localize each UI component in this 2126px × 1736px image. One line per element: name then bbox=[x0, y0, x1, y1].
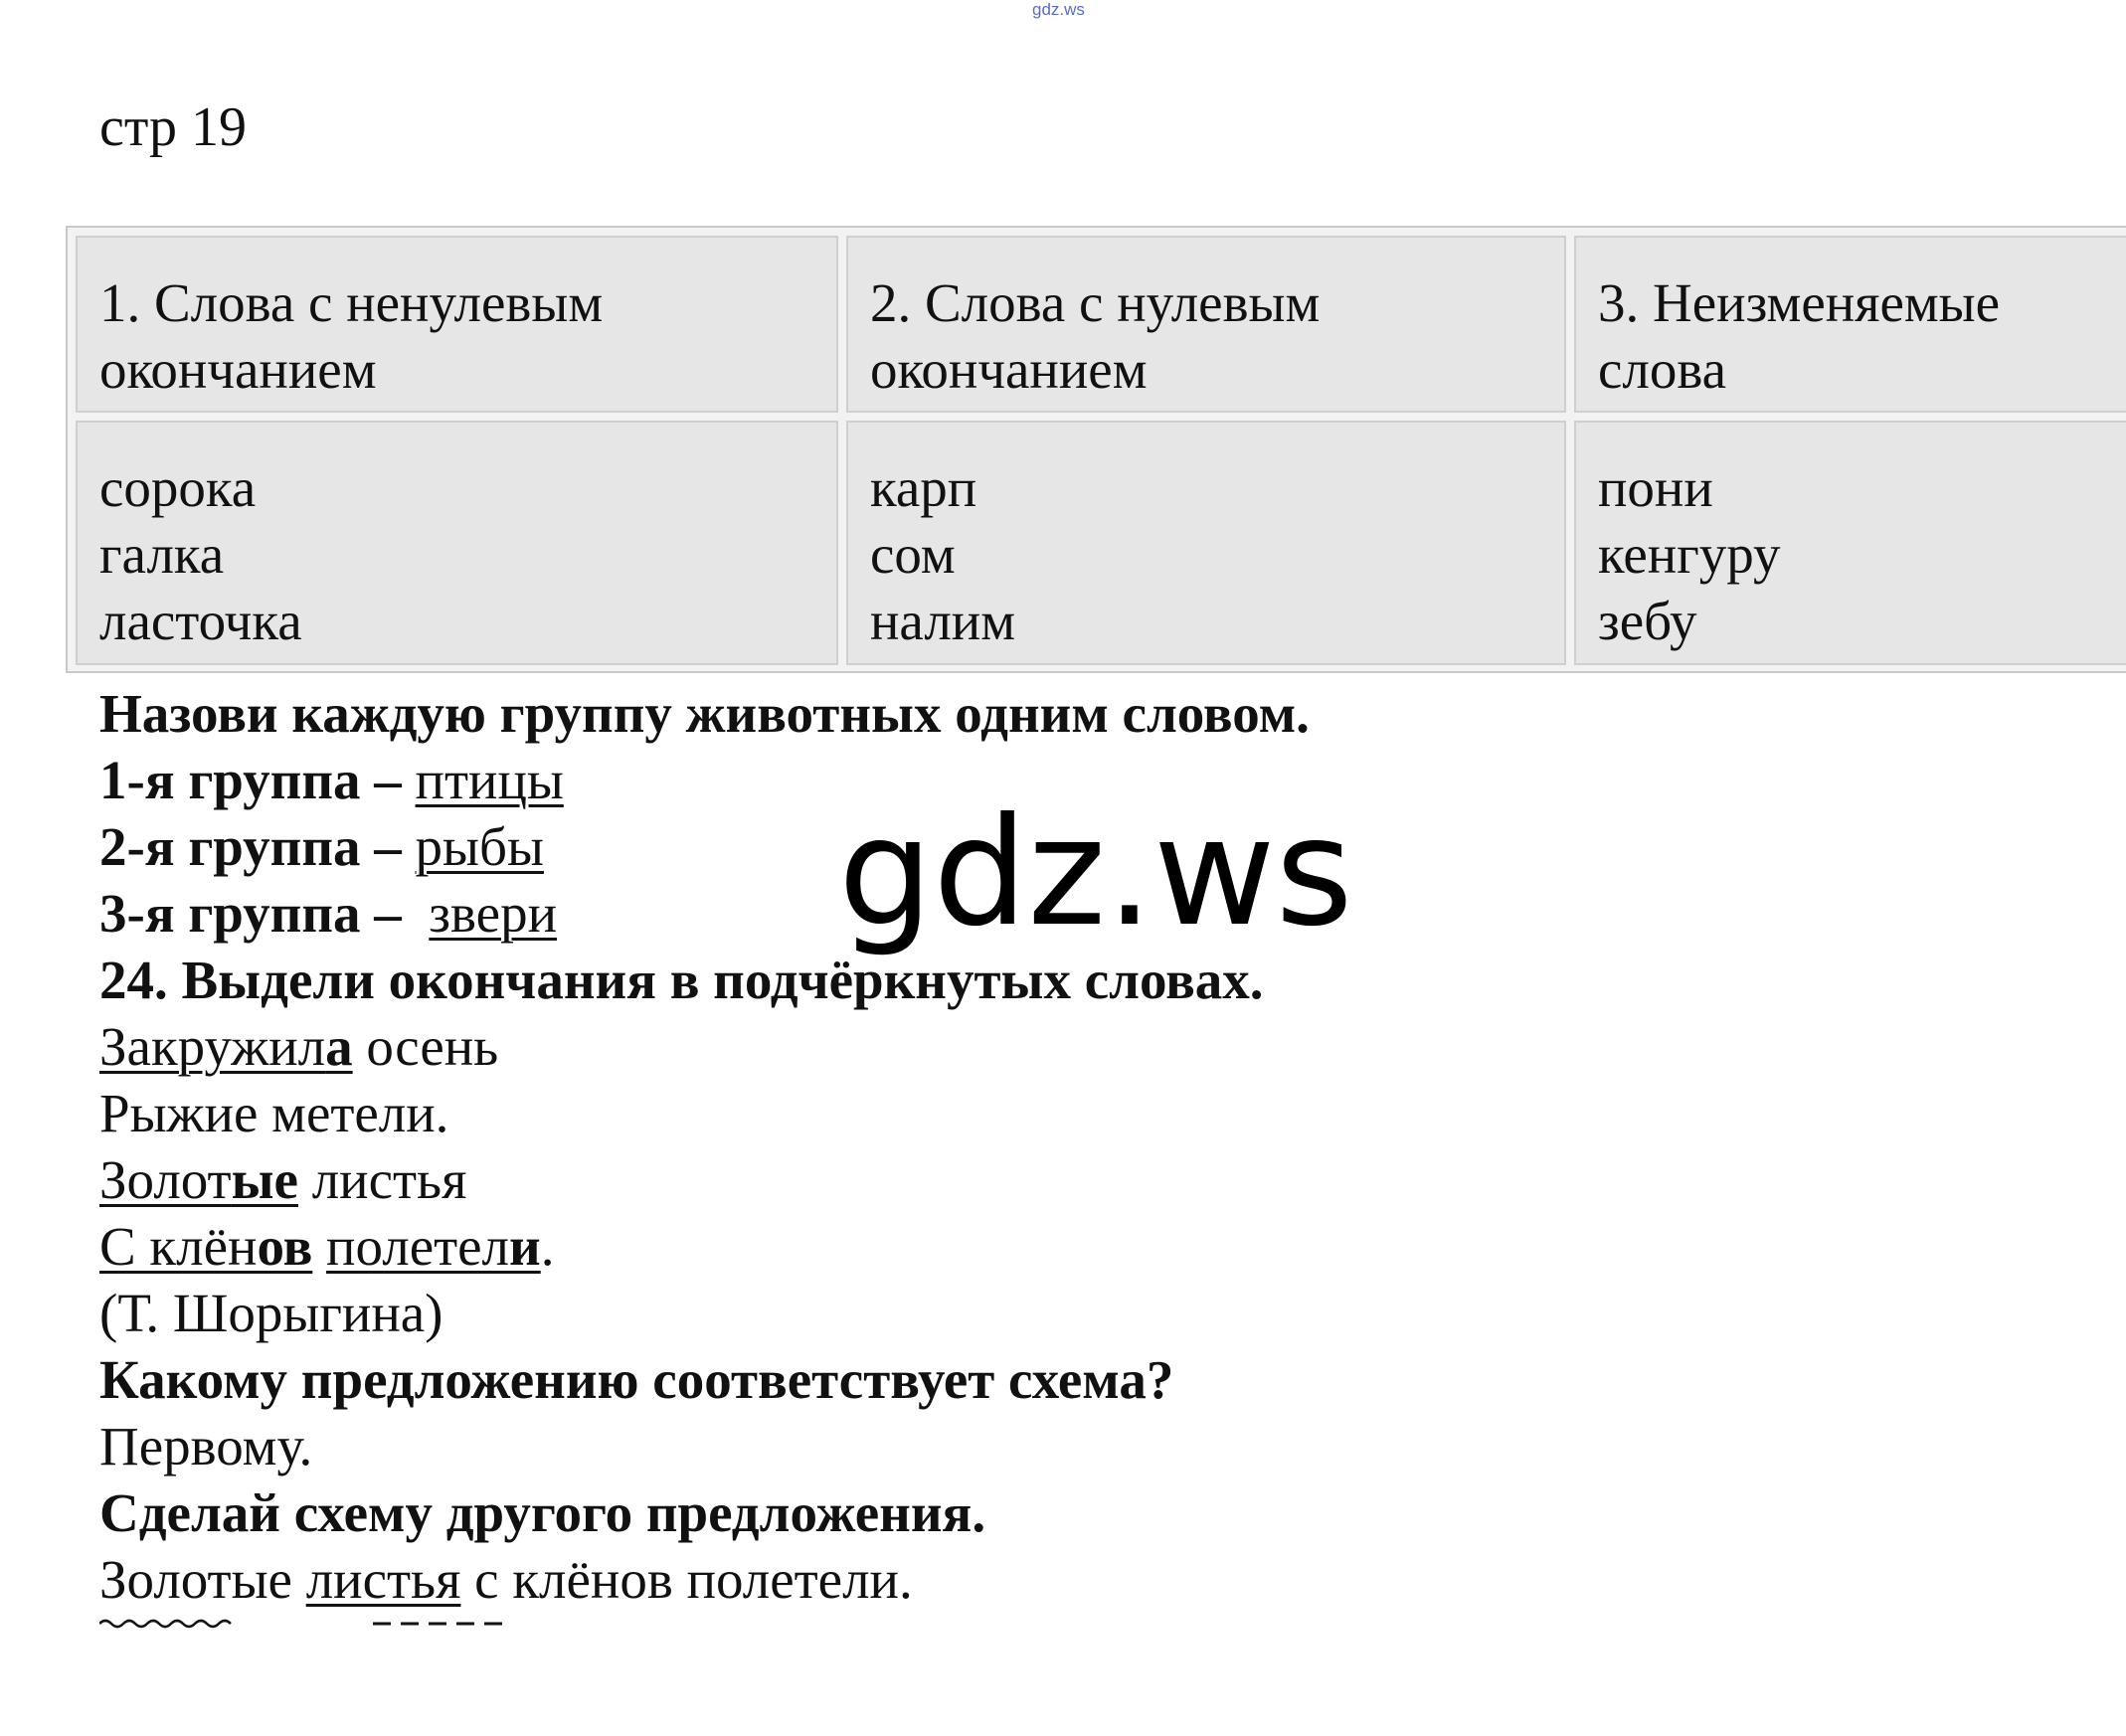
underlined-word bbox=[99, 1216, 312, 1277]
space bbox=[312, 1216, 326, 1277]
word-3-3: зебу bbox=[1598, 591, 1697, 651]
group-2-label: 2-я группа – bbox=[99, 816, 416, 877]
word-ending: ов bbox=[257, 1216, 313, 1277]
source-watermark: gdz.ws bbox=[1032, 0, 1085, 19]
group-2-answer: рыбы bbox=[415, 816, 544, 877]
poem-text: осень bbox=[352, 1016, 499, 1077]
header-1-line-1: 1. Слова с ненулевым bbox=[99, 272, 604, 333]
sentence-part: Золотые bbox=[99, 1549, 306, 1610]
word-3-2: кенгуру bbox=[1598, 524, 1781, 585]
word-ending: ые bbox=[231, 1149, 298, 1210]
word-ending: а bbox=[325, 1016, 353, 1077]
poem-text: листья bbox=[297, 1149, 467, 1210]
table-header-3 bbox=[1574, 236, 2126, 413]
word-stem: С клён bbox=[99, 1216, 258, 1277]
watermark-logo: gdz.ws bbox=[838, 786, 1353, 959]
word-ending: и bbox=[509, 1216, 541, 1277]
scheme-sentence bbox=[99, 1546, 1310, 1613]
underlined-word bbox=[326, 1216, 541, 1277]
scheme-question: Какому предложению соответствует схема? bbox=[99, 1349, 1174, 1410]
word-stem: Золот bbox=[99, 1149, 232, 1210]
table-cell-col-3 bbox=[1574, 421, 2126, 665]
underlined-word bbox=[99, 1149, 298, 1210]
group-1-label: 1-я группа – bbox=[99, 750, 416, 810]
poem-author: (Т. Шорыгина) bbox=[99, 1283, 443, 1343]
word-1-1: сорока bbox=[99, 457, 257, 518]
group-1-answer: птицы bbox=[415, 750, 564, 810]
header-3-line-2: слова bbox=[1598, 339, 1727, 400]
word-stem: полетел bbox=[326, 1216, 510, 1277]
header-2-line-1: 2. Слова с нулевым bbox=[870, 272, 1321, 333]
table-cell-col-1 bbox=[76, 421, 838, 665]
endings-table bbox=[66, 226, 2126, 673]
word-stem: Закружил bbox=[99, 1016, 326, 1077]
poem-line-2: Рыжие метели. bbox=[99, 1083, 449, 1143]
poem-period: . bbox=[540, 1216, 555, 1277]
table-cell-col-2 bbox=[846, 421, 1566, 665]
word-1-2: галка bbox=[99, 524, 225, 585]
sentence-scheme-marks bbox=[99, 1609, 517, 1639]
header-1-line-2: окончанием bbox=[99, 339, 377, 400]
word-2-3: налим bbox=[870, 591, 1016, 651]
header-2-line-2: окончанием bbox=[870, 339, 1148, 400]
page-number: стр 19 bbox=[99, 96, 248, 158]
header-3-line-1: 3. Неизменяемые bbox=[1598, 272, 2001, 333]
wavy-underline bbox=[99, 1621, 231, 1627]
word-2-2: сом bbox=[870, 524, 956, 585]
table-header-1 bbox=[76, 236, 838, 413]
poem-line-4 bbox=[99, 1213, 1310, 1280]
group-3-answer: звери bbox=[429, 883, 558, 944]
underlined-word bbox=[99, 1016, 353, 1077]
poem-line-3 bbox=[99, 1146, 1310, 1213]
poem-line-1 bbox=[99, 1013, 1310, 1080]
word-3-1: пони bbox=[1598, 457, 1713, 518]
scheme-answer: Первому. bbox=[99, 1416, 313, 1476]
table-header-2 bbox=[846, 236, 1566, 413]
sentence-part: с клёнов полетели. bbox=[460, 1549, 913, 1610]
word-2-1: карп bbox=[870, 457, 977, 518]
word-1-3: ласточка bbox=[99, 591, 302, 651]
group-question: Назови каждую группу животных одним словом. bbox=[99, 683, 1310, 744]
task-24-title: 24. Выдели окончания в подчёркнутых словах. bbox=[99, 950, 1264, 1010]
sentence-subject: листья bbox=[305, 1549, 461, 1610]
group-3-label: 3-я группа – bbox=[99, 883, 430, 944]
make-scheme-task: Сделай схему другого предложения. bbox=[99, 1482, 986, 1543]
